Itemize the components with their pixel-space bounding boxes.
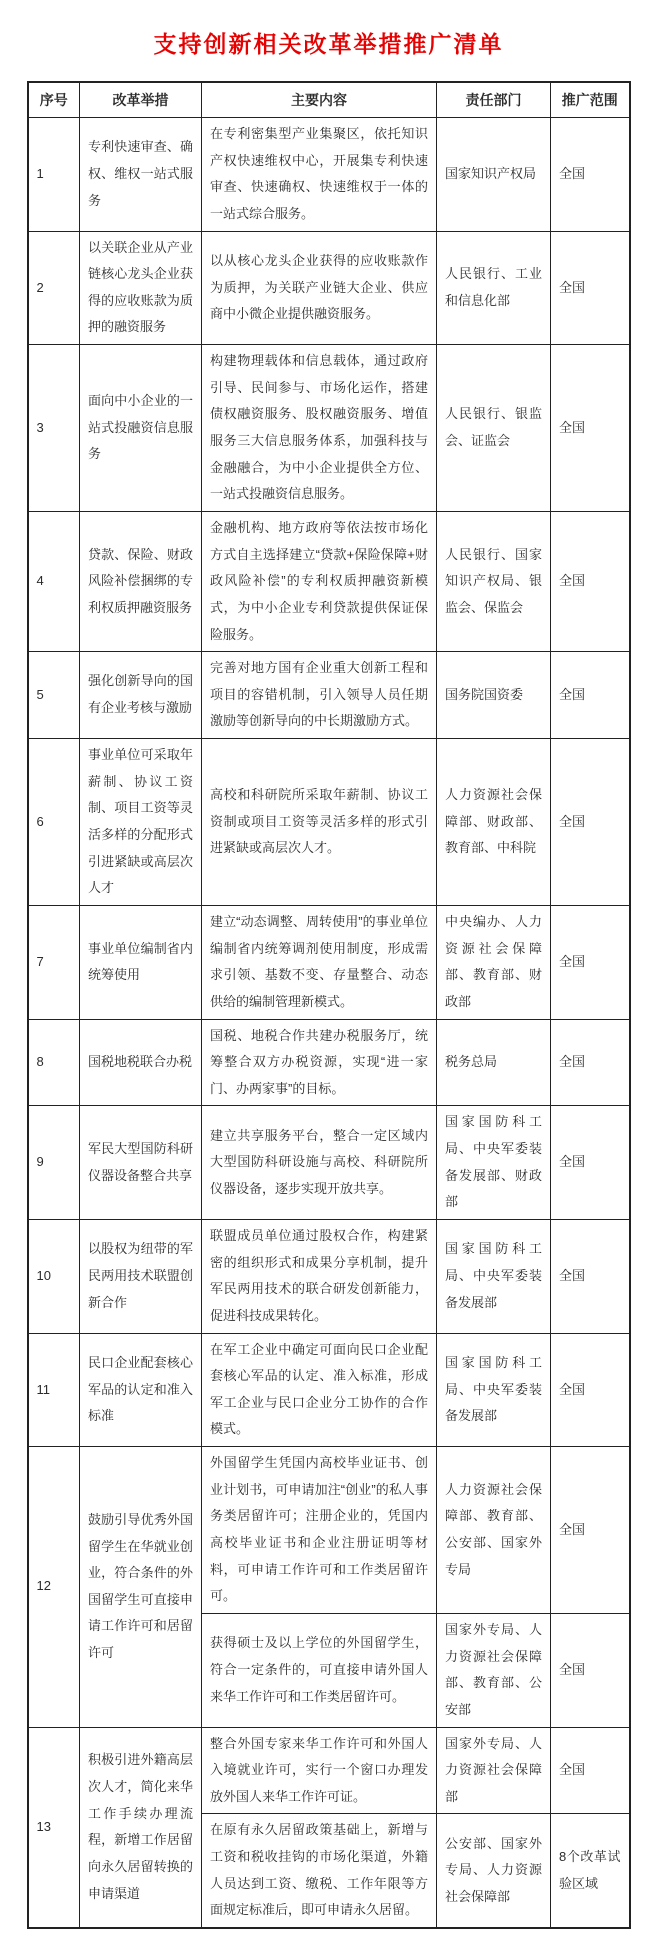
- row-number-cell: 1: [28, 118, 80, 232]
- table-row-8: [28, 1019, 630, 1106]
- table-row-13-1: [28, 1727, 630, 1814]
- content-cell: 获得硕士及以上学位的外国留学生，符合一定条件的，可直接申请外国人来华工作许可和工作类居留许可。: [202, 1613, 437, 1727]
- row-number-cell: 2: [28, 231, 80, 345]
- row-number-cell: 12: [28, 1447, 80, 1727]
- measure-cell: 军民大型国防科研仪器设备整合共享: [80, 1106, 202, 1220]
- content-cell: 在专利密集型产业集聚区，依托知识产权快速维权中心，开展集专利快速审查、快速确权、快速维权于一体的一站式综合服务。: [202, 118, 437, 232]
- measure-cell: 面向中小企业的一站式投融资信息服务: [80, 345, 202, 512]
- department-cell: 国家国防科工局、中央军委装备发展部: [437, 1333, 551, 1447]
- table-row-7: [28, 905, 630, 1019]
- row-number-cell: 3: [28, 345, 80, 512]
- scope-cell: 全国: [551, 905, 630, 1019]
- row-number-cell: 13: [28, 1727, 80, 1928]
- department-cell: 人民银行、国家知识产权局、银监会、保监会: [437, 511, 551, 651]
- content-cell: 建立共享服务平台，整合一定区域内大型国防科研设施与高校、科研院所仪器设备，逐步实现开放共享。: [202, 1106, 437, 1220]
- column-header-1: 序号: [28, 82, 80, 118]
- scope-cell: 全国: [551, 511, 630, 651]
- scope-cell: 全国: [551, 1613, 630, 1727]
- content-cell: 外国留学生凭国内高校毕业证书、创业计划书，可申请加注“创业”的私人事务类居留许可；注册企业的，凭国内高校毕业证书和企业注册证明等材料，可申请工作许可和工作类居留许可。: [202, 1447, 437, 1614]
- measure-cell: 鼓励引导优秀外国留学生在华就业创业，符合条件的外国留学生可直接申请工作许可和居留许可: [80, 1447, 202, 1727]
- reform-measures-table: [27, 81, 631, 1929]
- scope-cell: 全国: [551, 1106, 630, 1220]
- content-cell: 建立“动态调整、周转使用”的事业单位编制省内统筹调剂使用制度，形成需求引领、基数不变、存量整合、动态供给的编制管理新模式。: [202, 905, 437, 1019]
- content-cell: 联盟成员单位通过股权合作，构建紧密的组织形式和成果分享机制，提升军民两用技术的联合研发创新能力，促进科技成果转化。: [202, 1219, 437, 1333]
- measure-cell: 贷款、保险、财政风险补偿捆绑的专利权质押融资服务: [80, 511, 202, 651]
- scope-cell: 全国: [551, 1333, 630, 1447]
- table-row-6: [28, 739, 630, 906]
- content-cell: 国税、地税合作共建办税服务厅，统筹整合双方办税资源，实现“进一家门、办两家事”的目标。: [202, 1019, 437, 1106]
- department-cell: 税务总局: [437, 1019, 551, 1106]
- department-cell: 人民银行、银监会、证监会: [437, 345, 551, 512]
- department-cell: 国家外专局、人力资源社会保障部、教育部、公安部: [437, 1613, 551, 1727]
- department-cell: 国家国防科工局、中央军委装备发展部: [437, 1219, 551, 1333]
- row-number-cell: 4: [28, 511, 80, 651]
- column-header-5: 推广范围: [551, 82, 630, 118]
- header-row: [28, 82, 630, 118]
- department-cell: 国家国防科工局、中央军委装备发展部、财政部: [437, 1106, 551, 1220]
- measure-cell: 以关联企业从产业链核心龙头企业获得的应收账款为质押的融资服务: [80, 231, 202, 345]
- scope-cell: 全国: [551, 345, 630, 512]
- column-header-2: 改革举措: [80, 82, 202, 118]
- measure-cell: 国税地税联合办税: [80, 1019, 202, 1106]
- column-header-3: 主要内容: [202, 82, 437, 118]
- scope-cell: 全国: [551, 1019, 630, 1106]
- content-cell: 整合外国专家来华工作许可和外国人入境就业许可，实行一个窗口办理发放外国人来华工作许可证。: [202, 1727, 437, 1814]
- page-title: 支持创新相关改革举措推广清单: [153, 31, 504, 57]
- measure-cell: 事业单位编制省内统筹使用: [80, 905, 202, 1019]
- table-row-12-1: [28, 1447, 630, 1614]
- content-cell: 金融机构、地方政府等依法按市场化方式自主选择建立“贷款+保险保障+财政风险补偿”的专利权质押融资新模式，为中小企业专利贷款提供保证保险服务。: [202, 511, 437, 651]
- content-cell: 在军工企业中确定可面向民口企业配套核心军品的认定、准入标准，形成军工企业与民口企业分工协作的合作模式。: [202, 1333, 437, 1447]
- document-page: [0, 26, 657, 1929]
- content-cell: 在原有永久居留政策基础上，新增与工资和税收挂钩的市场化渠道，外籍人员达到工资、缴税、工作年限等方面规定标准后，即可申请永久居留。: [202, 1814, 437, 1928]
- table-row-5: [28, 652, 630, 739]
- row-number-cell: 6: [28, 739, 80, 906]
- content-cell: 高校和科研院所采取年薪制、协议工资制或项目工资等灵活多样的形式引进紧缺或高层次人才。: [202, 739, 437, 906]
- department-cell: 公安部、国家外专局、人力资源社会保障部: [437, 1814, 551, 1928]
- content-cell: 以从核心龙头企业获得的应收账款作为质押，为关联产业链大企业、供应商中小微企业提供融资服务。: [202, 231, 437, 345]
- row-number-cell: 7: [28, 905, 80, 1019]
- content-cell: 构建物理载体和信息载体，通过政府引导、民间参与、市场化运作，搭建债权融资服务、股权融资服务、增值服务三大信息服务体系，加强科技与金融融合，为中小企业提供全方位、一站式投融资信息服务。: [202, 345, 437, 512]
- department-cell: 人力资源社会保障部、教育部、公安部、国家外专局: [437, 1447, 551, 1614]
- content-cell: 完善对地方国有企业重大创新工程和项目的容错机制，引入领导人员任期激励等创新导向的中长期激励方式。: [202, 652, 437, 739]
- row-number-cell: 9: [28, 1106, 80, 1220]
- row-number-cell: 8: [28, 1019, 80, 1106]
- scope-cell: 全国: [551, 231, 630, 345]
- measure-cell: 以股权为纽带的军民两用技术联盟创新合作: [80, 1219, 202, 1333]
- table-row-11: [28, 1333, 630, 1447]
- measure-cell: 专利快速审查、确权、维权一站式服务: [80, 118, 202, 232]
- department-cell: 国家知识产权局: [437, 118, 551, 232]
- row-number-cell: 5: [28, 652, 80, 739]
- scope-cell: 全国: [551, 1219, 630, 1333]
- department-cell: 国家外专局、人力资源社会保障部: [437, 1727, 551, 1814]
- department-cell: 人民银行、工业和信息化部: [437, 231, 551, 345]
- department-cell: 中央编办、人力资源社会保障部、教育部、财政部: [437, 905, 551, 1019]
- measure-cell: 民口企业配套核心军品的认定和准入标准: [80, 1333, 202, 1447]
- column-header-4: 责任部门: [437, 82, 551, 118]
- scope-cell: 全国: [551, 1727, 630, 1814]
- measure-cell: 强化创新导向的国有企业考核与激励: [80, 652, 202, 739]
- table-header: [28, 82, 630, 118]
- scope-cell: 8个改革试验区域: [551, 1814, 630, 1928]
- department-cell: 国务院国资委: [437, 652, 551, 739]
- table-row-4: [28, 511, 630, 651]
- scope-cell: 全国: [551, 118, 630, 232]
- measure-cell: 积极引进外籍高层次人才，简化来华工作手续办理流程，新增工作居留向永久居留转换的申请渠道: [80, 1727, 202, 1928]
- table-body: [28, 118, 630, 1929]
- table-row-10: [28, 1219, 630, 1333]
- measure-cell: 事业单位可采取年薪制、协议工资制、项目工资等灵活多样的分配形式引进紧缺或高层次人才: [80, 739, 202, 906]
- row-number-cell: 11: [28, 1333, 80, 1447]
- table-row-2: [28, 231, 630, 345]
- scope-cell: 全国: [551, 739, 630, 906]
- scope-cell: 全国: [551, 652, 630, 739]
- department-cell: 人力资源社会保障部、财政部、教育部、中科院: [437, 739, 551, 906]
- table-row-3: [28, 345, 630, 512]
- table-row-1: [28, 118, 630, 232]
- row-number-cell: 10: [28, 1219, 80, 1333]
- table-row-9: [28, 1106, 630, 1220]
- scope-cell: 全国: [551, 1447, 630, 1614]
